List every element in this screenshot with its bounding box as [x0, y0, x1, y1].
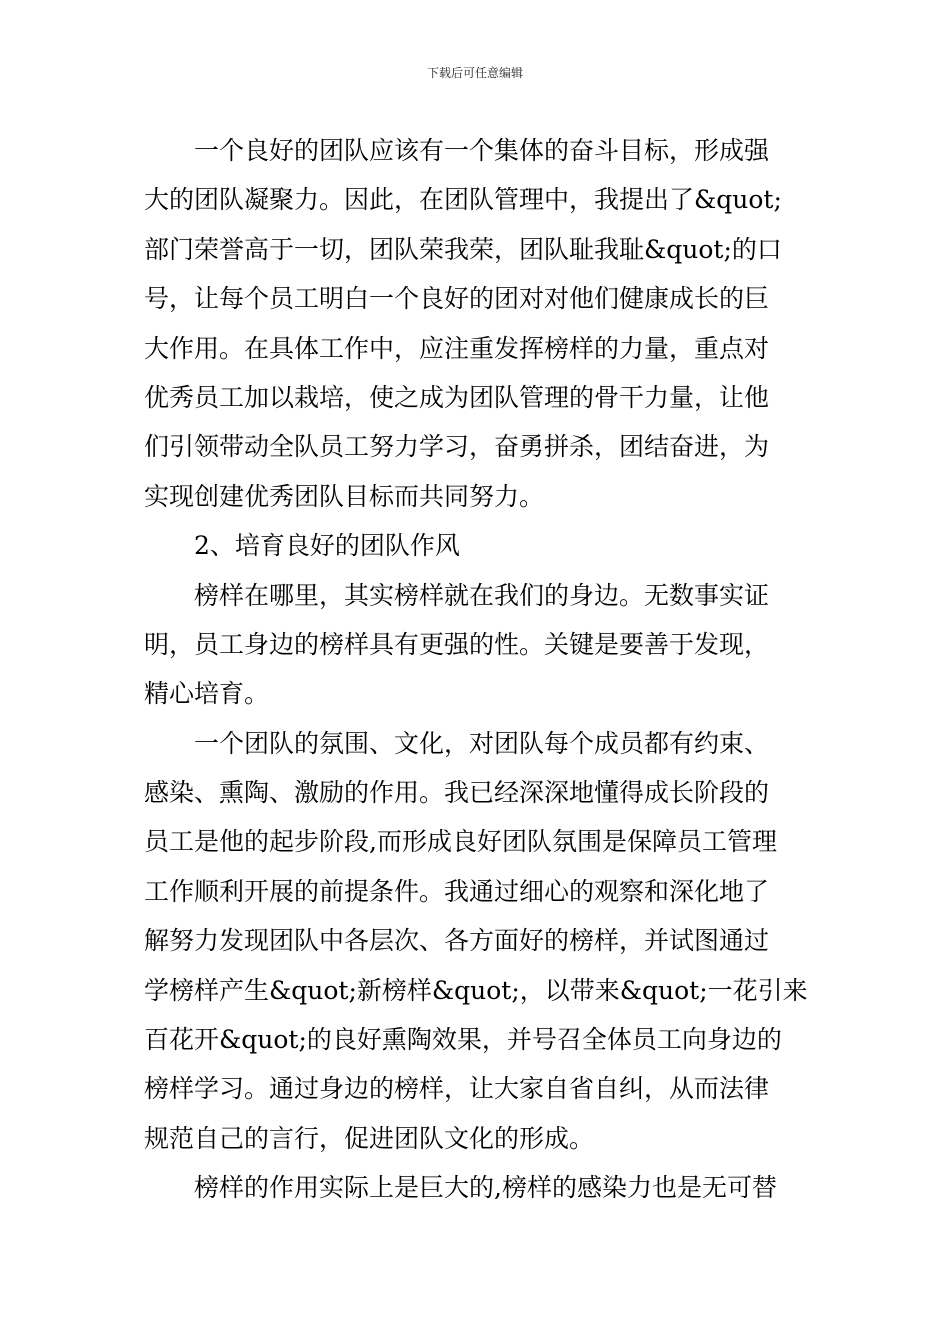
paragraph [144, 1163, 808, 1212]
text-line: 实现创建优秀团队目标而共同努力。 [144, 481, 545, 511]
text-line: 部门荣誉高于一切，团队荣我荣，团队耻我耻&quot;的口 [144, 234, 782, 264]
text-line: 精心培育。 [144, 679, 270, 709]
text-line: 学榜样产生&quot;新榜样&quot;，以带来&quot;一花引来 [144, 975, 808, 1005]
document-body [144, 126, 808, 1213]
text-line: 优秀员工加以栽培，使之成为团队管理的骨干力量，让他 [144, 382, 770, 412]
paragraph [144, 571, 808, 719]
text-line: 大的团队凝聚力。因此，在团队管理中，我提出了&quot; [144, 185, 782, 215]
text-line: 榜样在哪里，其实榜样就在我们的身边。无数事实证 [194, 580, 770, 610]
text-line: 2、培育良好的团队作风 [194, 531, 460, 561]
text-line: 号，让每个员工明白一个良好的团对对他们健康成长的巨 [144, 284, 770, 314]
text-line: 一个良好的团队应该有一个集体的奋斗目标，形成强 [194, 136, 770, 165]
text-line: 们引领带动全队员工努力学习，奋勇拼杀，团结奋进，为 [144, 432, 770, 462]
text-line: 解努力发现团队中各层次、各方面好的榜样，并试图通过 [144, 926, 770, 956]
text-line: 感染、熏陶、激励的作用。我已经深深地懂得成长阶段的 [144, 778, 770, 808]
text-line: 员工是他的起步阶段,而形成良好团队氛围是保障员工管理 [144, 827, 777, 857]
section-heading [144, 521, 808, 570]
text-line: 榜样的作用实际上是巨大的,榜样的感染力也是无可替 [194, 1173, 777, 1203]
text-line: 一个团队的氛围、文化，对团队每个成员都有约束、 [194, 728, 770, 758]
page-header: 下载后可任意编辑 [426, 66, 523, 80]
text-line: 百花开&quot;的良好熏陶效果，并号召全体员工向身边的 [144, 1025, 782, 1055]
text-line: 大作用。在具体工作中，应注重发挥榜样的力量，重点对 [144, 333, 770, 363]
paragraph [144, 719, 808, 1164]
text-line: 明，员工身边的榜样具有更强的性。关键是要善于发现， [144, 629, 770, 659]
text-line: 榜样学习。通过身边的榜样，让大家自省自纠，从而法律 [144, 1074, 770, 1104]
text-line: 工作顺利开展的前提条件。我通过细心的观察和深化地了 [144, 876, 770, 906]
paragraph [144, 126, 808, 521]
text-line: 规范自己的言行，促进团队文化的形成。 [144, 1123, 595, 1153]
